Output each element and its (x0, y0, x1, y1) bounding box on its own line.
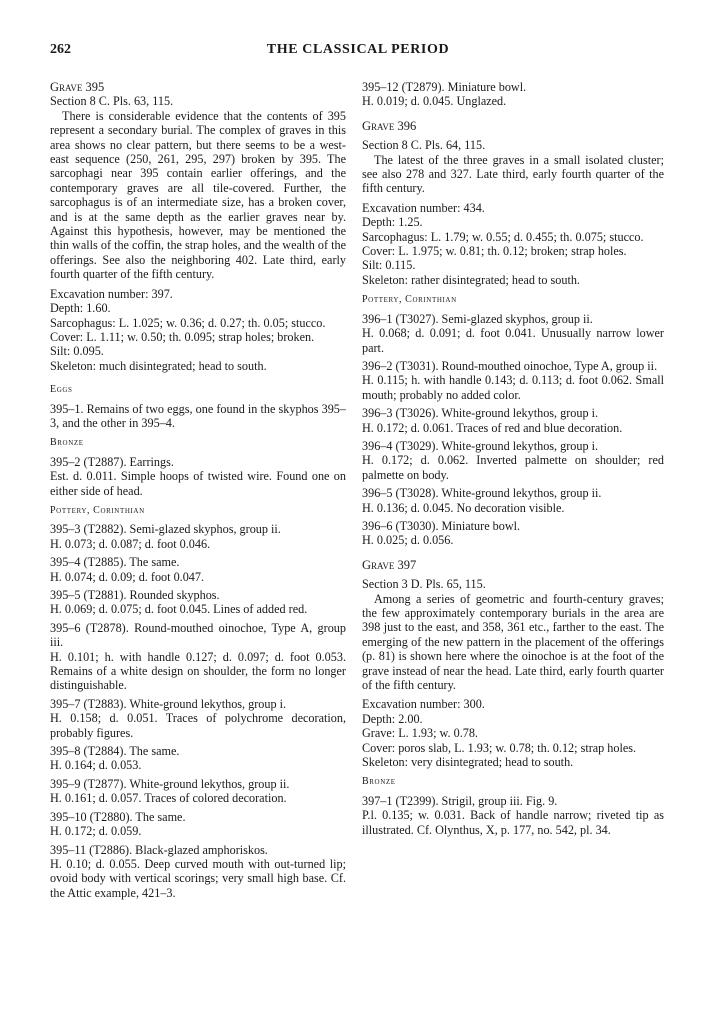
catalog-entry-title: 395–5 (T2881). Rounded skyphos. (50, 588, 220, 602)
catalog-entry-details: H. 0.068; d. 0.091; d. foot 0.041. Unusually narrow lower part. (362, 326, 664, 355)
catalog-entry-title: 395–8 (T2884). The same. (50, 744, 180, 759)
left-column (50, 80, 346, 900)
excavation-number: Excavation number: 434. (362, 200, 485, 215)
catalog-entry-details: H. 0.025; d. 0.056. (362, 533, 454, 548)
grave-heading: Grave 397 (362, 557, 417, 572)
catalog-entry-title: 396–2 (T3031). Round-mouthed oinochoe, Type A, group ii. (362, 358, 658, 373)
catalog-entry-title: 396–3 (T3026). White-ground lekythos, group i. (362, 406, 599, 421)
catalog-entry-title: 395–12 (T2879). Miniature bowl. (362, 80, 527, 94)
catalog-entry-details: H. 0.161; d. 0.057. Traces of colored decoration. (50, 791, 287, 806)
catalog-entry-details: H. 0.158; d. 0.051. Traces of polychrome decoration, probably figures. (50, 711, 346, 740)
catalog-entry-details: H. 0.10; d. 0.055. Deep curved mouth with out-turned lip; ovoid body with vertical scorings; very small high base. Cf. the Attic example, 421–3. (50, 856, 346, 900)
grave-dims: Grave: L. 1.93; w. 0.78. (362, 726, 478, 741)
catalog-entry-details: H. 0.069; d. 0.075; d. foot 0.045. Lines of added red. (50, 602, 308, 617)
catalog-entry-title: 396–4 (T3029). White-ground lekythos, group i. (362, 438, 599, 453)
catalog-entry-details: Est. d. 0.011. Simple hoops of twisted wire. Found one on either side of head. (50, 469, 346, 498)
category-heading: Eggs (50, 384, 73, 396)
grave-description: Among a series of geometric and fourth-century graves; the few approximately contemporary burials in the area are 398 just to the east, and 358, 361 etc., farther to the east. The emerging of the new pattern in the placement of the offerings (p. 81) is shown here where the oinochoe is at the foot of the grave instead of near the head. Late third, early fourth quarter of the fifth century. (362, 591, 664, 693)
catalog-entry-title: 395–2 (T2887). Earrings. (50, 454, 174, 469)
running-head: THE CLASSICAL PERIOD (266, 42, 450, 57)
depth: Depth: 1.25. (362, 215, 423, 230)
silt: Silt: 0.115. (362, 258, 416, 273)
cover-dims: Cover: poros slab, L. 1.93; w. 0.78; th. 0.12; strap holes. (362, 740, 637, 755)
page-number: 262 (50, 42, 71, 57)
catalog-entry-details: H. 0.115; h. with handle 0.143; d. 0.113; d. foot 0.062. Small mouth; probably no added color. (362, 373, 664, 402)
catalog-entry: 395–1. Remains of two eggs, one found in the skyphos 395–3, and the other in 395–4. (50, 401, 346, 430)
catalog-entry-details: H. 0.101; h. with handle 0.127; d. 0.097; d. foot 0.053. Remains of a white design on shoulder, the form no longer distinguishable. (50, 649, 346, 693)
catalog-entry-details: H. 0.019; d. 0.045. Unglazed. (362, 94, 507, 109)
catalog-entry-title: 397–1 (T2399). Strigil, group iii. Fig. 9. (362, 793, 558, 808)
grave-heading: Grave 396 (362, 118, 417, 133)
grave-heading: Grave 395 (50, 80, 105, 94)
page-header (50, 43, 666, 63)
catalog-entry-title: 396–5 (T3028). White-ground lekythos, group ii. (362, 486, 602, 501)
skeleton: Skeleton: very disintegrated; head to south. (362, 755, 574, 770)
catalog-entry-details: H. 0.172; d. 0.061. Traces of red and blue decoration. (362, 420, 623, 435)
grave-description: The latest of the three graves in a small isolated cluster; see also 278 and 327. Late third, early fourth quarter of the fifth century. (362, 152, 664, 196)
catalog-entry-details: H. 0.172; d. 0.059. (50, 824, 142, 839)
grave-section: Section 3 D. Pls. 65, 115. (362, 577, 486, 592)
catalog-entry-details: H. 0.073; d. 0.087; d. foot 0.046. (50, 536, 211, 551)
excavation-number: Excavation number: 397. (50, 286, 173, 301)
catalog-entry-title: 395–11 (T2886). Black-glazed amphoriskos. (50, 842, 268, 857)
depth: Depth: 2.00. (362, 711, 423, 726)
catalog-entry-title: 395–9 (T2877). White-ground lekythos, group ii. (50, 776, 290, 791)
grave-description: There is considerable evidence that the contents of 395 represent a secondary burial. The complex of graves in this area shows no clear pattern, but there seems to be a west-east sequence (250, 261, 295, 297) broken by 395. The sarcophagi near 395 contain earlier offerings, and the contemporary graves are all tile-covered. Further, the sarcophagus is of an intermediate size, has a broken cover, and is at the same depth as the earlier graves near by. Against this hypothesis, however, may be mentioned the thin walls of the coffin, the strap holes, and the wealth of the offerings. See also the neighboring 402. Late third, early fourth quarter of the fifth century. (50, 108, 346, 282)
cover-dims: Cover: L. 1.11; w. 0.50; th. 0.095; strap holes; broken. (50, 329, 315, 344)
catalog-entry-details: H. 0.172; d. 0.062. Inverted palmette on shoulder; red palmette on body. (362, 453, 664, 482)
excavation-number: Excavation number: 300. (362, 697, 485, 712)
sarcophagus-dims: Sarcophagus: L. 1.025; w. 0.36; d. 0.27; th. 0.05; stucco. (50, 315, 326, 330)
right-column (362, 80, 664, 837)
catalog-entry-title: 395–10 (T2880). The same. (50, 809, 186, 824)
grave-section: Section 8 C. Pls. 64, 115. (362, 138, 486, 153)
category-heading: Pottery, Corinthian (362, 294, 457, 306)
catalog-entry-title: 395–7 (T2883). White-ground lekythos, group i. (50, 696, 287, 711)
category-heading: Bronze (50, 437, 84, 449)
depth: Depth: 1.60. (50, 301, 111, 316)
sarcophagus-dims: Sarcophagus: L. 1.79; w. 0.55; d. 0.455; th. 0.075; stucco. (362, 229, 644, 244)
skeleton: Skeleton: rather disintegrated; head to south. (362, 272, 580, 287)
catalog-entry-title: 395–6 (T2878). Round-mouthed oinochoe, Type A, group iii. (50, 620, 346, 650)
grave-section: Section 8 C. Pls. 63, 115. (50, 94, 174, 109)
catalog-entry-details: P.l. 0.135; w. 0.031. Back of handle narrow; riveted tip as illustrated. Cf. Olynthus, X, p. 177, no. 542, pl. 34. (362, 808, 664, 837)
catalog-entry-details: H. 0.074; d. 0.09; d. foot 0.047. (50, 569, 205, 584)
catalog-entry-details: H. 0.136; d. 0.045. No decoration visible. (362, 500, 565, 515)
catalog-entry-details: H. 0.164; d. 0.053. (50, 758, 142, 773)
catalog-entry-title: 396–1 (T3027). Semi-glazed skyphos, group ii. (362, 311, 593, 326)
catalog-entry-title: 395–3 (T2882). Semi-glazed skyphos, group ii. (50, 522, 281, 537)
silt: Silt: 0.095. (50, 344, 104, 359)
skeleton: Skeleton: much disintegrated; head to south. (50, 358, 267, 373)
catalog-entry-title: 395–4 (T2885). The same. (50, 555, 180, 570)
category-heading: Bronze (362, 776, 396, 788)
category-heading: Pottery, Corinthian (50, 504, 145, 516)
cover-dims: Cover: L. 1.975; w. 0.81; th. 0.12; broken; strap holes. (362, 244, 627, 259)
catalog-entry-title: 396–6 (T3030). Miniature bowl. (362, 518, 521, 533)
